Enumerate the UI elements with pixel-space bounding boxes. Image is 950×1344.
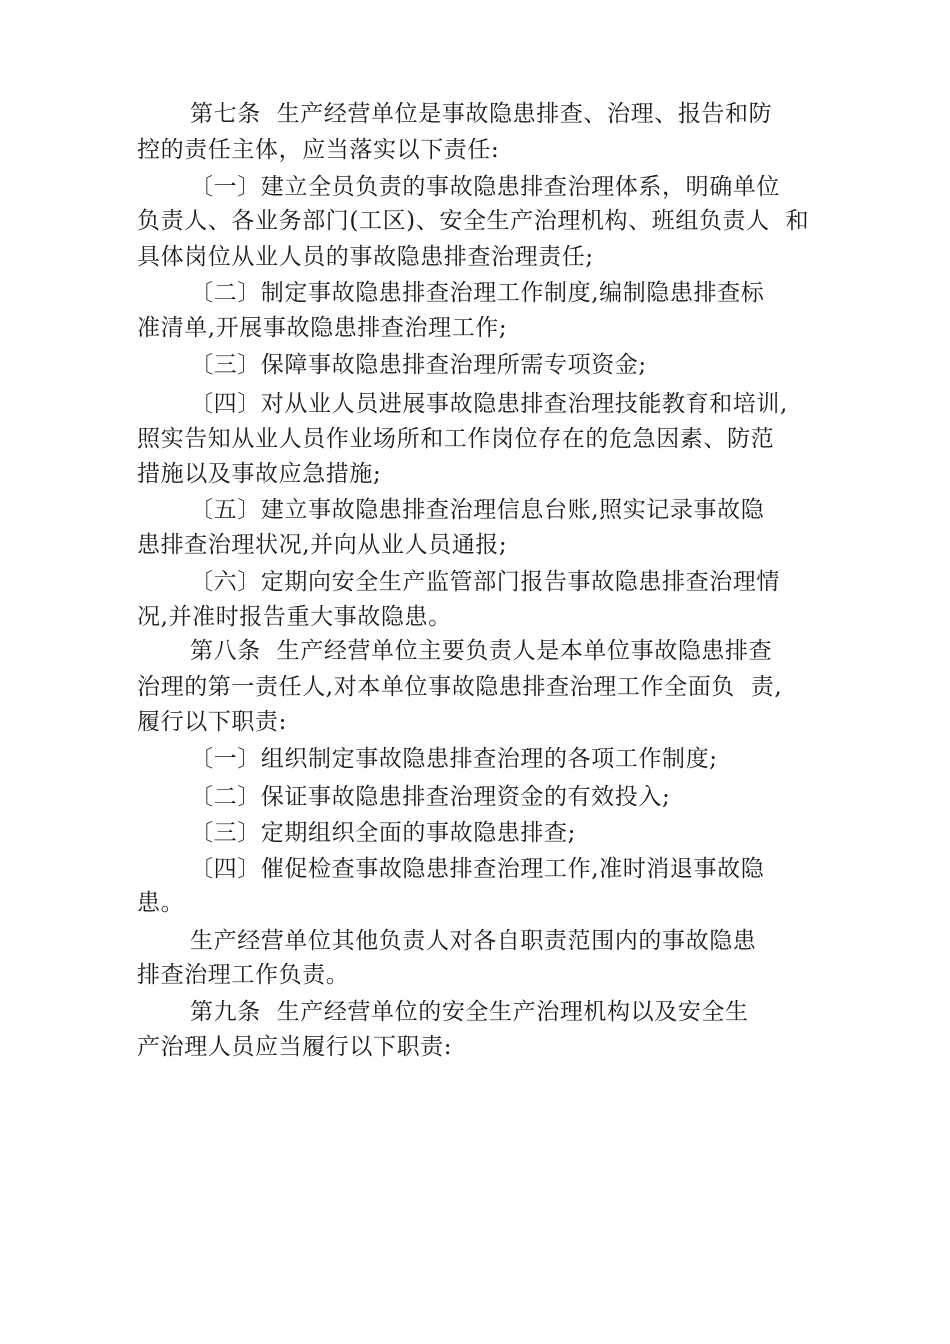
text-line: 负责人、各业务部门(工区)、安全生产治理机构、班组负责人 和	[137, 208, 810, 234]
text-line: 履行以下职责:	[137, 709, 287, 735]
text-line: 产治理人员应当履行以下职责:	[137, 1034, 453, 1060]
text-line: 控的责任主体，应当落实以下责任:	[137, 137, 500, 163]
text-line: 生产经营单位其他负责人对各自职责范围内的事故隐患	[190, 928, 757, 954]
text-line: 〔一〕组织制定事故隐患排查治理的各项工作制度;	[190, 746, 718, 772]
text-line: 〔三〕保障事故隐患排查治理所需专项资金;	[190, 352, 647, 378]
text-line: 第九条 生产经营单位的安全生产治理机构以及安全生	[190, 999, 749, 1025]
text-line: 患。	[137, 890, 185, 916]
text-line: 〔五〕建立事故隐患排查治理信息台账,照实记录事故隐	[190, 497, 765, 523]
text-line: 〔三〕定期组织全面的事故隐患排查;	[190, 820, 576, 846]
text-line: 措施以及事故应急措施;	[137, 461, 382, 487]
text-line: 准清单,开展事故隐患排查治理工作;	[137, 315, 508, 341]
text-line: 〔二〕保证事故隐患排查治理资金的有效投入;	[190, 784, 671, 810]
text-line: 照实告知从业人员作业场所和工作岗位存在的危急因素、防范	[137, 426, 775, 452]
text-line: 排查治理工作负责。	[137, 962, 350, 988]
text-line: 具体岗位从业人员的事故隐患排查治理责任;	[137, 244, 594, 270]
text-line: 〔六〕定期向安全生产监管部门报告事故隐患排查治理情	[190, 569, 780, 595]
text-line: 〔四〕催促检查事故隐患排查治理工作,准时消退事故隐	[190, 856, 765, 882]
text-line: 〔四〕对从业人员进展事故隐患排查治理技能教育和培训,	[190, 391, 788, 417]
text-line: 况,并准时报告重大事故隐患。	[137, 604, 452, 630]
text-line: 〔一〕建立全员负责的事故隐患排查治理体系，明确单位	[190, 174, 780, 200]
text-line: 患排查治理状况,并向从业人员通报;	[137, 532, 508, 558]
text-line: 第八条 生产经营单位主要负责人是本单位事故隐患排查	[190, 638, 773, 664]
text-line: 〔二〕制定事故隐患排查治理工作制度,编制隐患排查标	[190, 280, 765, 306]
text-line: 第七条 生产经营单位是事故隐患排查、治理、报告和防	[190, 101, 773, 127]
text-line: 治理的第一责任人,对本单位事故隐患排查治理工作全面负 责,	[137, 674, 783, 700]
